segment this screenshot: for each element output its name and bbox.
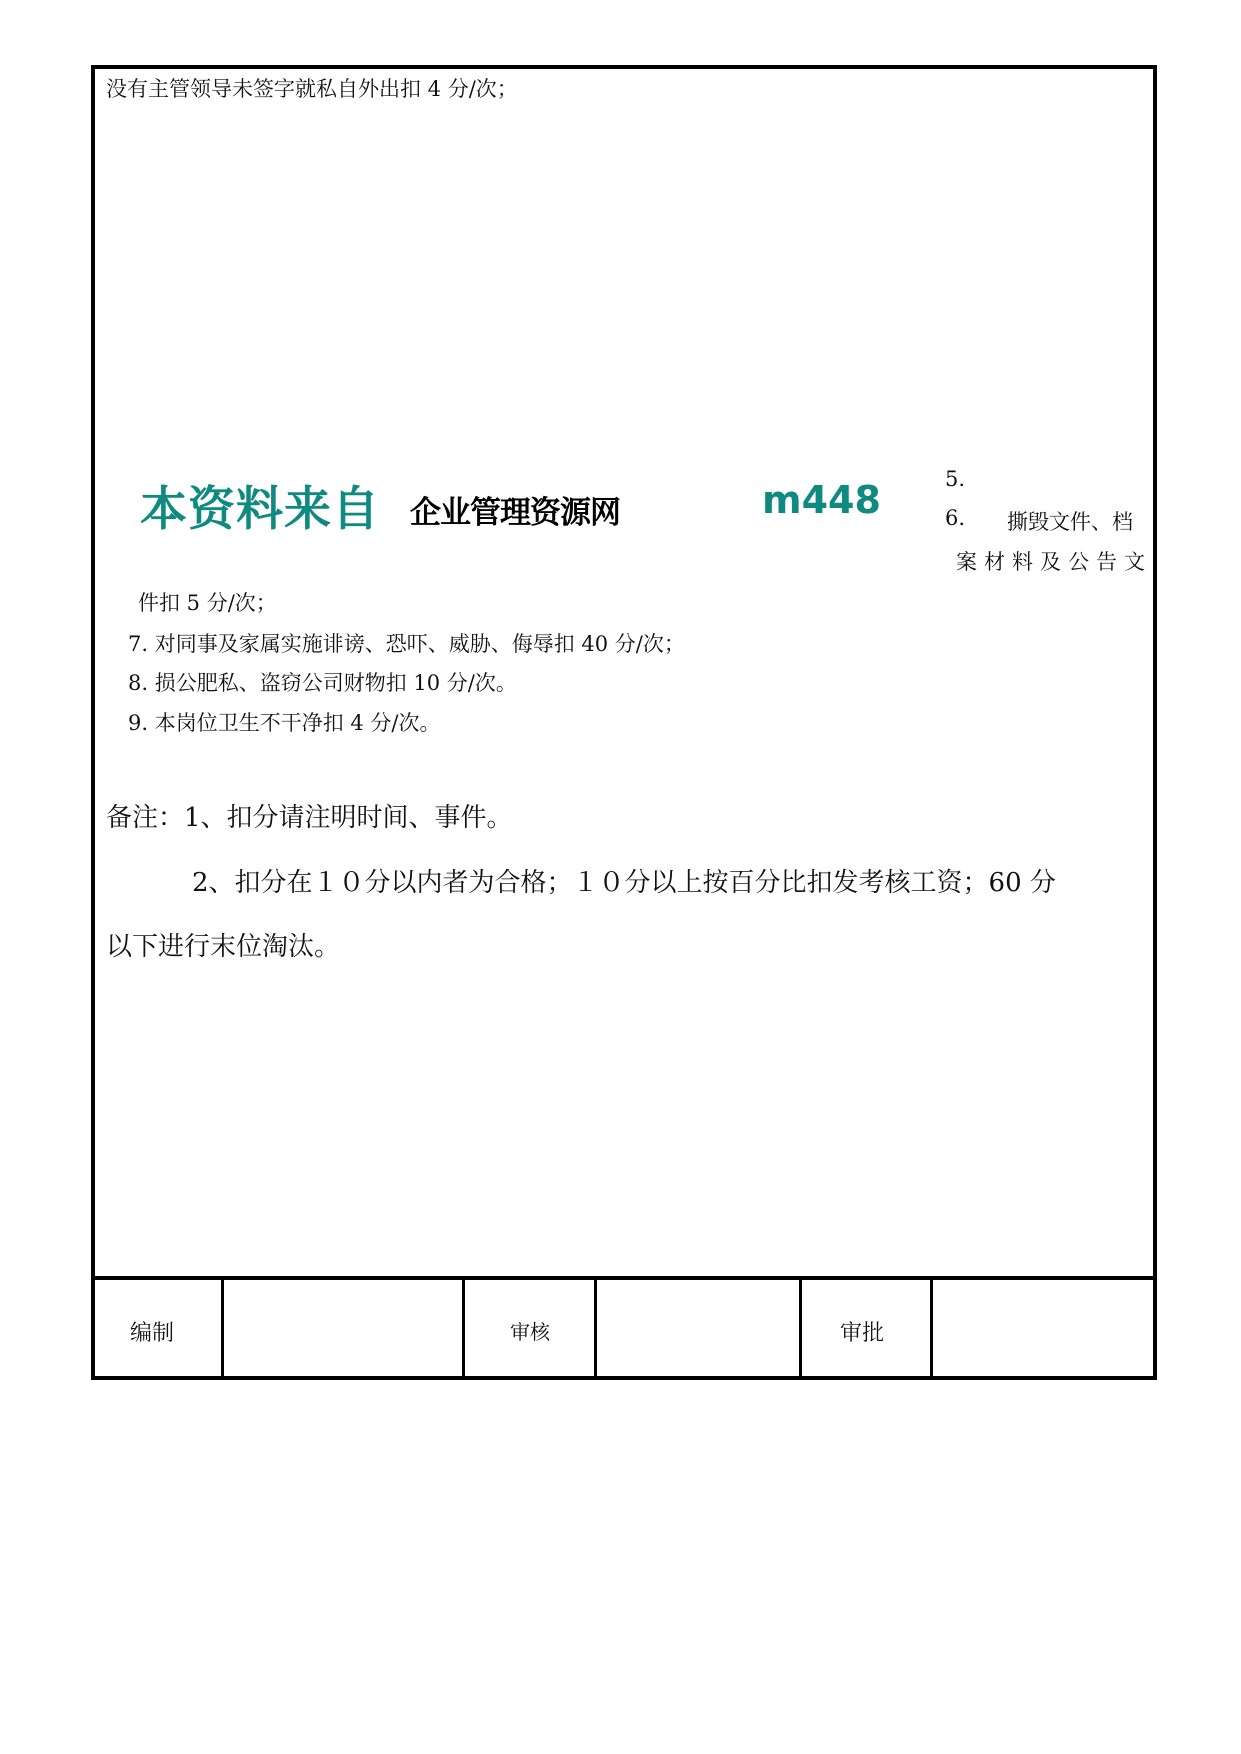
signature-cell-divider <box>221 1278 224 1378</box>
compile-label: 编制 <box>130 1321 175 1346</box>
item-5-number: 5. <box>945 467 966 491</box>
item-7: 7. 对同事及家属实施诽谤、恐吓、威胁、侮辱扣 40 分/次； <box>128 632 685 656</box>
approve-label: 审批 <box>840 1321 885 1346</box>
item-9: 9. 本岗位卫生不干净扣 4 分/次。 <box>128 711 441 735</box>
note-line-1: 备注：1、扣分请注明时间、事件。 <box>106 803 513 833</box>
note-line-3: 以下进行末位淘汰。 <box>106 932 341 962</box>
watermark-banner-code: m448 <box>762 478 881 522</box>
rule-line-top: 没有主管领导未签字就私自外出扣 4 分/次； <box>106 77 518 101</box>
signature-cell-divider <box>462 1278 465 1378</box>
review-label: 审核 <box>510 1320 550 1344</box>
signature-cell-divider <box>799 1278 802 1378</box>
item-6-number: 6. <box>945 506 966 530</box>
watermark-banner-site: 企业管理资源网 <box>410 495 620 531</box>
signature-cell-divider <box>930 1278 933 1378</box>
item-6-text: 撕毁文件、档 <box>1007 510 1133 534</box>
item-6-text: 案材料及公告文 <box>956 550 1152 574</box>
item-6-text: 件扣 5 分/次； <box>138 591 277 615</box>
signature-cell-divider <box>594 1278 597 1378</box>
item-8: 8. 损公肥私、盗窃公司财物扣 10 分/次。 <box>128 671 517 695</box>
note-line-2: 2、扣分在１０分以内者为合格；１０分以上按百分比扣发考核工资；60 分 <box>192 868 1056 898</box>
signature-row-divider <box>91 1276 1157 1280</box>
watermark-banner-title: 本资料来自 <box>140 482 380 537</box>
